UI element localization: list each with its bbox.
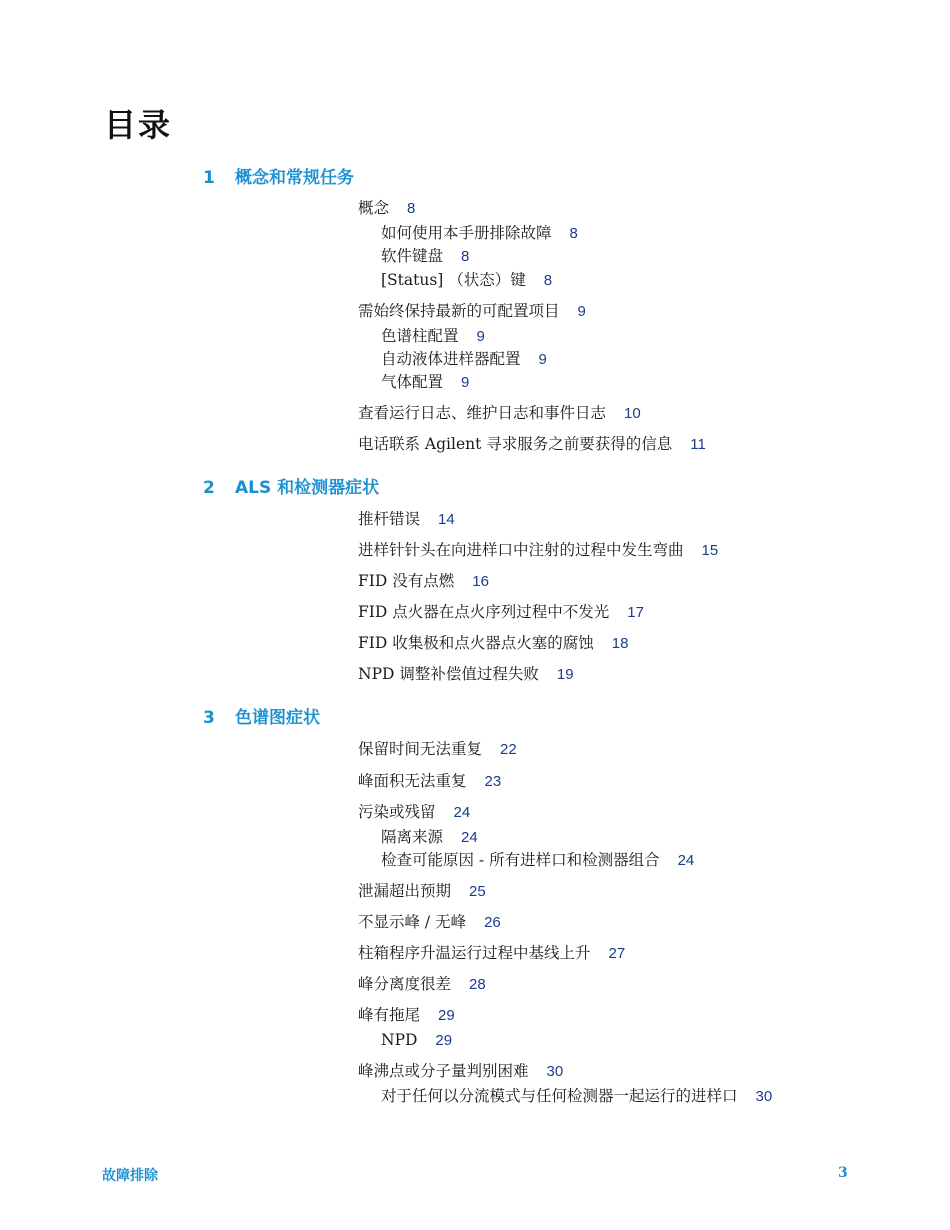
toc-subentry[interactable] — [381, 245, 469, 267]
toc-subentry[interactable] — [381, 348, 547, 370]
toc-entry-label: [Status] （状态）键 — [381, 271, 526, 289]
toc-page-number[interactable]: 9 — [461, 374, 470, 391]
toc-entry-label: 进样针针头在向进样口中注射的过程中发生弯曲 — [358, 541, 684, 559]
toc-page-number[interactable]: 30 — [755, 1088, 773, 1105]
toc-subentry[interactable] — [381, 849, 694, 871]
toc-entry[interactable] — [358, 601, 644, 623]
toc-entry[interactable] — [358, 300, 586, 322]
toc-subentry[interactable] — [381, 826, 478, 848]
chapter-title: 概念和常规任务 — [235, 168, 354, 188]
toc-entry-label: 软件键盘 — [381, 247, 444, 265]
page-title: 目录 — [104, 106, 173, 144]
toc-entry-label: NPD 调整补偿值过程失败 — [358, 665, 539, 683]
toc-entry[interactable] — [358, 508, 455, 530]
toc-page-number[interactable]: 9 — [538, 351, 547, 368]
toc-entry-label: 柱箱程序升温运行过程中基线上升 — [358, 944, 591, 962]
toc-entry[interactable] — [358, 1060, 563, 1082]
toc-entry-label: 保留时间无法重复 — [358, 740, 483, 758]
chapter-heading[interactable] — [203, 706, 320, 730]
toc-entry-label: FID 收集极和点火器点火塞的腐蚀 — [358, 634, 594, 652]
toc-page-number[interactable]: 19 — [556, 666, 574, 683]
toc-page-number[interactable]: 25 — [469, 883, 486, 900]
toc-page-number[interactable]: 28 — [469, 976, 486, 993]
toc-entry[interactable] — [358, 1004, 455, 1026]
toc-entry-label: 如何使用本手册排除故障 — [381, 224, 552, 242]
toc-page-number[interactable]: 9 — [577, 303, 586, 320]
chapter-number: 3 — [203, 708, 215, 728]
toc-page-number[interactable]: 8 — [461, 248, 470, 265]
toc-entry-label: 气体配置 — [381, 373, 444, 391]
toc-page-number[interactable]: 23 — [484, 773, 502, 790]
footer-page-number: 3 — [838, 1165, 848, 1181]
toc-entry-label: 泄漏超出预期 — [358, 882, 452, 900]
toc-entry-label: 自动液体进样器配置 — [381, 350, 521, 368]
toc-page-number[interactable]: 10 — [624, 405, 641, 422]
toc-entry-label: 色谱柱配置 — [381, 327, 459, 345]
toc-page-number[interactable]: 8 — [407, 200, 416, 217]
chapter-title: 色谱图症状 — [235, 708, 320, 728]
toc-page-number[interactable]: 29 — [435, 1032, 453, 1049]
toc-page-number[interactable]: 8 — [543, 272, 553, 289]
toc-subentry[interactable] — [381, 325, 485, 347]
chapter-title: ALS 和检测器症状 — [235, 478, 380, 498]
toc-page-number[interactable]: 26 — [484, 914, 501, 931]
toc-page-number[interactable]: 24 — [677, 852, 695, 869]
toc-entry-label: FID 点火器在点火序列过程中不发光 — [358, 603, 610, 621]
toc-entry-label: 需始终保持最新的可配置项目 — [358, 302, 560, 320]
toc-entry-label: 对于任何以分流模式与任何检测器一起运行的进样口 — [381, 1087, 738, 1105]
toc-entry-label: 峰面积无法重复 — [358, 772, 467, 790]
toc-entry[interactable] — [358, 973, 486, 995]
toc-subentry[interactable] — [381, 371, 469, 393]
toc-entry-label: 峰沸点或分子量判别困难 — [358, 1062, 529, 1080]
toc-entry[interactable] — [358, 911, 501, 933]
toc-entry-label: 隔离来源 — [381, 828, 444, 846]
toc-subentry[interactable] — [381, 222, 578, 244]
toc-entry-label: 峰有拖尾 — [358, 1006, 421, 1024]
chapter-heading[interactable] — [203, 476, 379, 500]
toc-page-number[interactable]: 22 — [500, 741, 517, 758]
toc-entry-label: NPD — [381, 1031, 418, 1049]
toc-entry[interactable] — [358, 632, 628, 654]
toc-page-number[interactable]: 9 — [476, 328, 485, 345]
toc-page-number[interactable]: 8 — [569, 225, 578, 242]
footer-section-title: 故障排除 — [102, 1168, 158, 1184]
toc-subentry[interactable] — [381, 1085, 772, 1107]
toc-entry-label: 峰分离度很差 — [358, 975, 452, 993]
toc-entry[interactable] — [358, 402, 641, 424]
toc-page-number[interactable]: 27 — [608, 945, 626, 962]
toc-entry[interactable] — [358, 433, 706, 455]
toc-entry-label: FID 没有点燃 — [358, 572, 455, 590]
toc-entry-label: 概念 — [358, 199, 390, 217]
toc-entry-label: 查看运行日志、维护日志和事件日志 — [358, 404, 607, 422]
toc-entry[interactable] — [358, 738, 517, 760]
toc-entry[interactable] — [358, 801, 470, 823]
toc-entry[interactable] — [358, 770, 501, 792]
toc-page-number[interactable]: 18 — [611, 635, 629, 652]
toc-page-number[interactable]: 24 — [453, 804, 471, 821]
chapter-number: 2 — [203, 478, 215, 498]
toc-page-number[interactable]: 16 — [472, 573, 489, 590]
toc-entry[interactable] — [358, 942, 625, 964]
toc-entry[interactable] — [358, 570, 489, 592]
toc-page-number[interactable]: 14 — [438, 511, 455, 528]
toc-subentry[interactable] — [381, 1029, 452, 1051]
toc-page-number[interactable]: 29 — [438, 1007, 455, 1024]
toc-entry-label: 不显示峰 / 无峰 — [358, 913, 467, 931]
toc-entry[interactable] — [358, 539, 718, 561]
toc-entry-label: 检查可能原因 - 所有进样口和检测器组合 — [381, 851, 660, 869]
toc-entry-label: 推杆错误 — [358, 510, 421, 528]
toc-entry[interactable] — [358, 880, 486, 902]
toc-page-number[interactable]: 15 — [701, 542, 719, 559]
toc-entry-label: 电话联系 Agilent 寻求服务之前要获得的信息 — [358, 435, 673, 453]
chapter-heading[interactable] — [203, 166, 354, 190]
toc-page-number[interactable]: 17 — [627, 604, 644, 621]
toc-page-number[interactable]: 30 — [546, 1063, 564, 1080]
chapter-number: 1 — [203, 168, 215, 188]
toc-entry-label: 污染或残留 — [358, 803, 436, 821]
toc-entry[interactable] — [358, 197, 415, 219]
toc-subentry[interactable] — [381, 269, 552, 291]
toc-entry[interactable] — [358, 663, 574, 685]
toc-page-number[interactable]: 11 — [690, 436, 706, 453]
toc-page-number[interactable]: 24 — [461, 829, 478, 846]
